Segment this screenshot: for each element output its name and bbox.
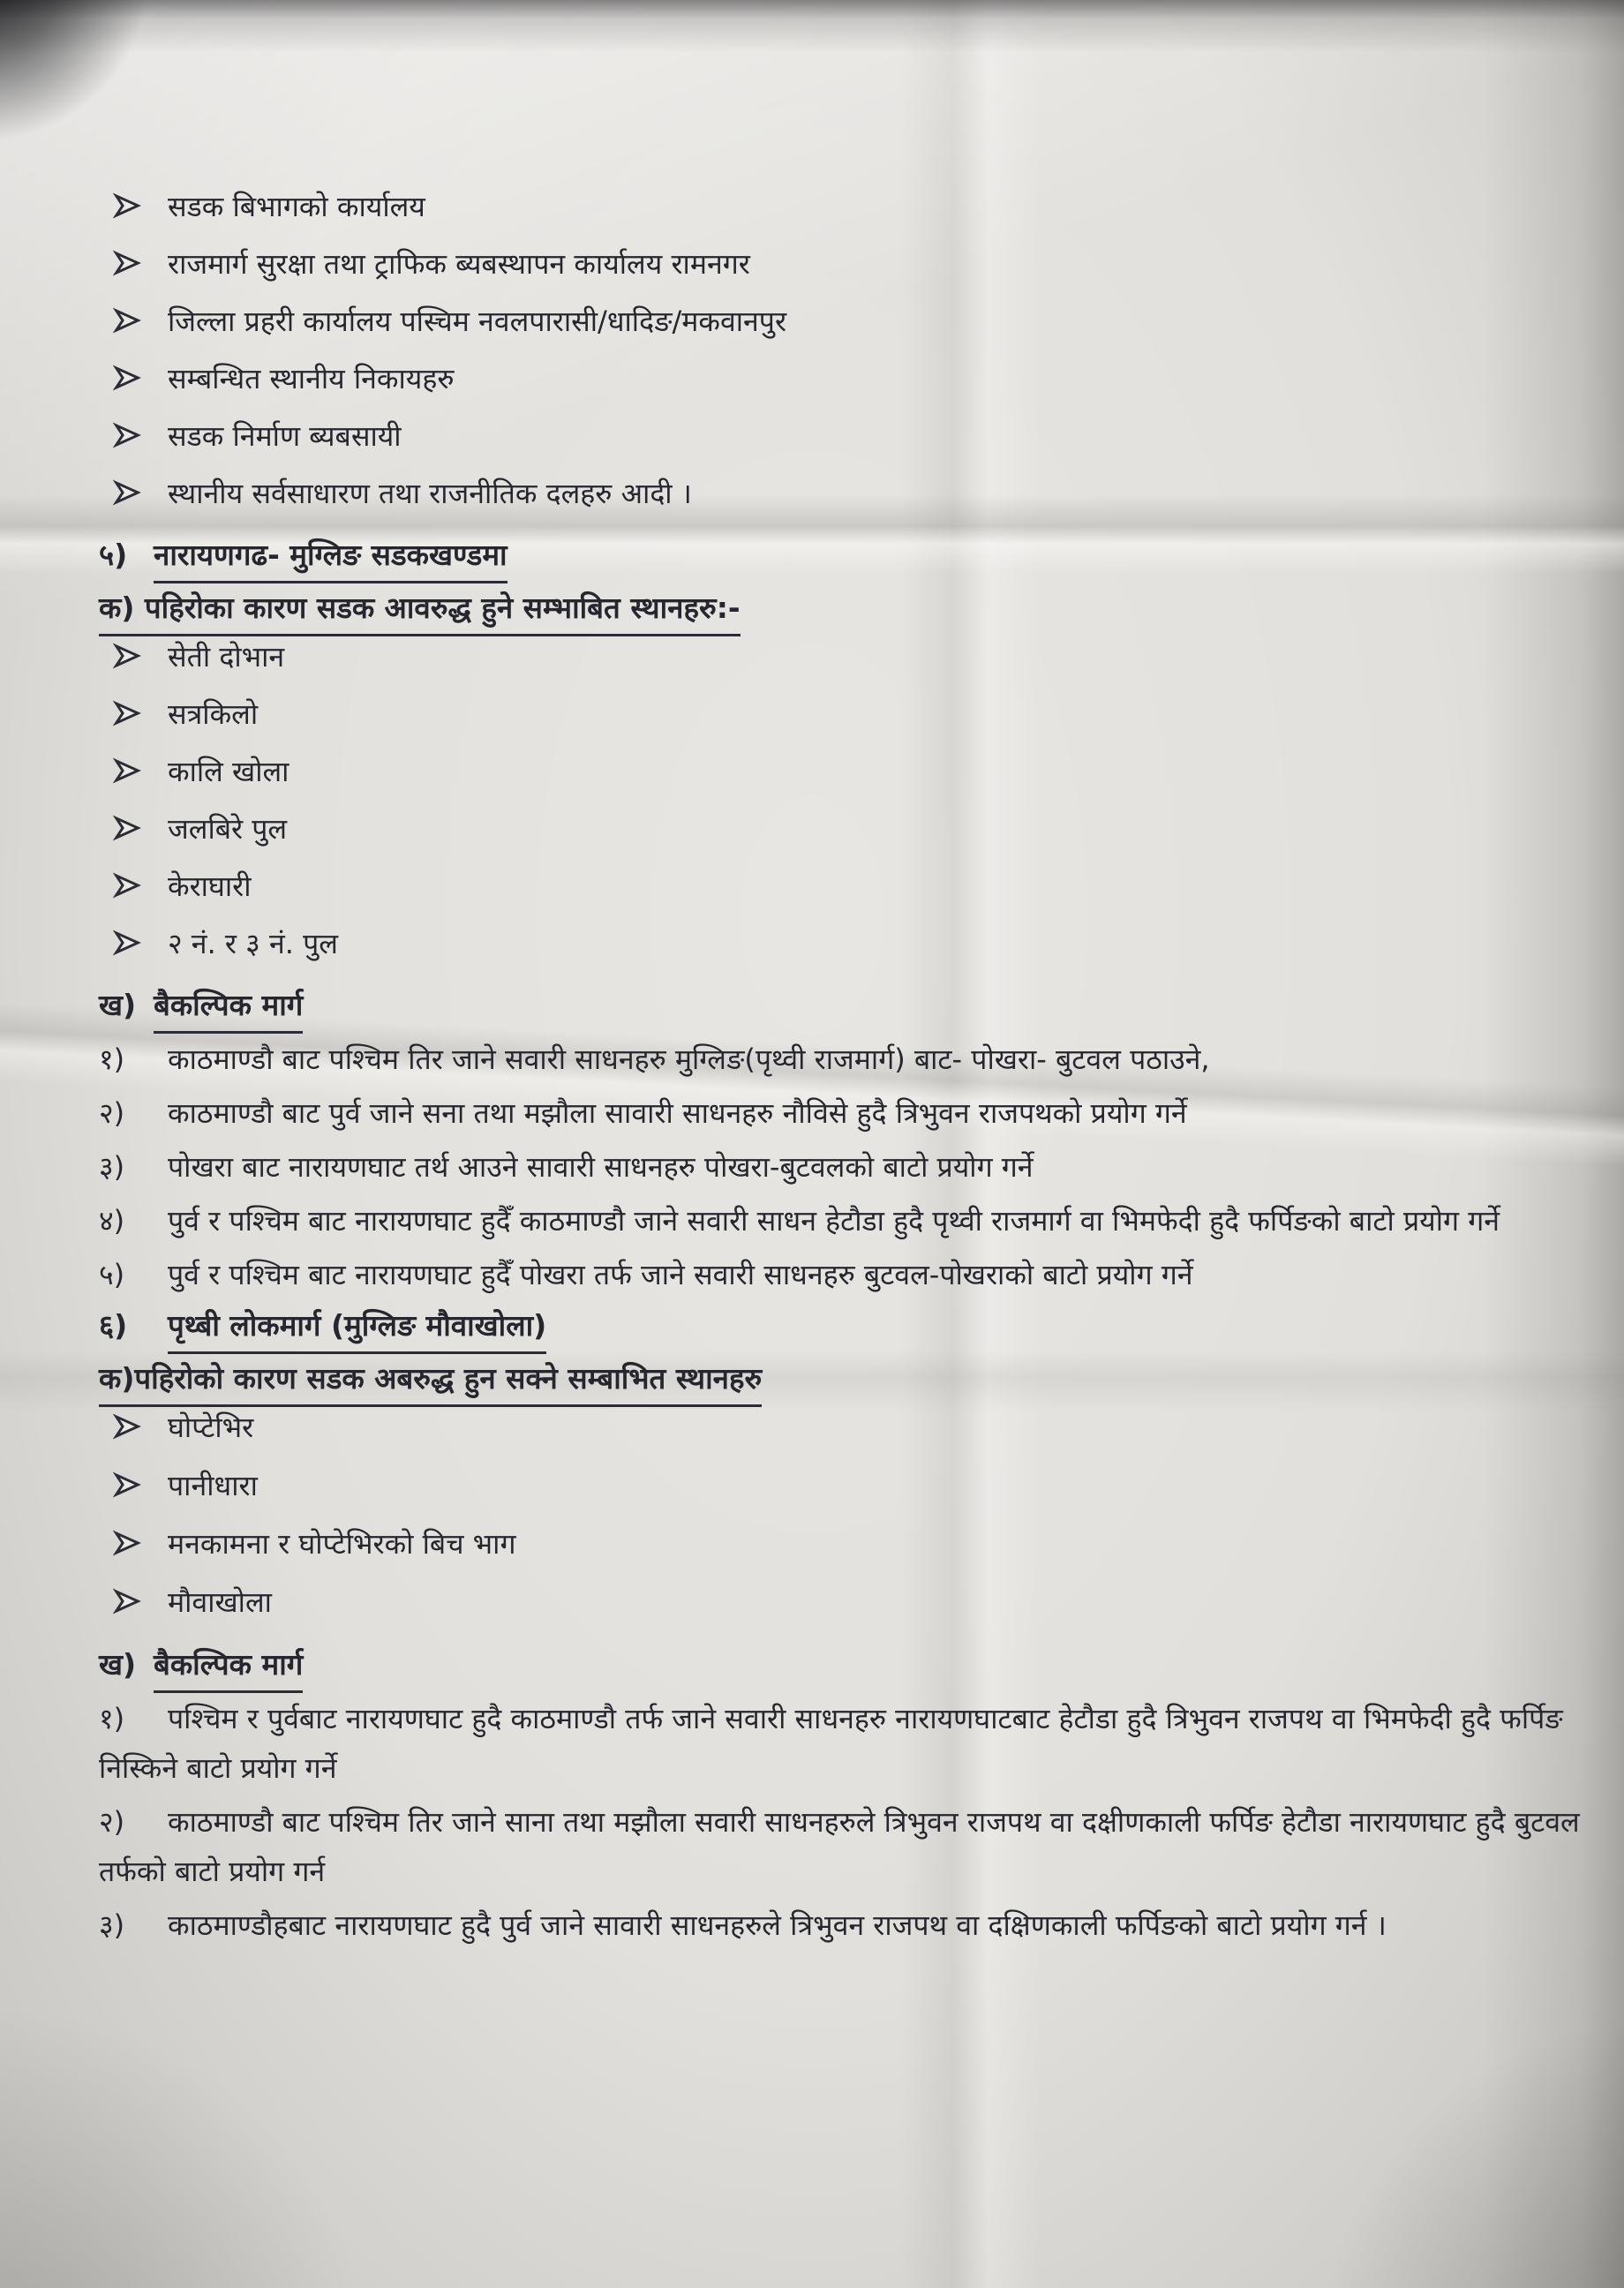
route-text: पुर्व र पश्चिम बाट नारायणघाट हुदैँ काठमाण्डौ जाने सवारी साधन हेटौडा हुदै पृथ्वी राजमार्ग वा भिमफेदी हुदै फर्पिङको बाटो प्रयोग गर्ने bbox=[168, 1204, 1500, 1238]
arrow-bullet-icon bbox=[113, 307, 141, 341]
arrow-bullet-icon bbox=[113, 422, 141, 455]
list-item-text: सत्रकिलो bbox=[168, 697, 259, 731]
section-6-location-list bbox=[99, 1408, 1592, 1641]
list-item bbox=[99, 245, 1592, 302]
arrow-bullet-icon bbox=[113, 700, 141, 734]
route-text: काठमाण्डौ बाट पश्चिम तिर जाने साना तथा मझौला सवारी साधनहरुले त्रिभुवन राजपथ वा दक्षीणकाली फर्पिङ हेटौडा नारायणघाट हुदै बुटवल तर्फको बाटो प्रयोग गर्न bbox=[99, 1805, 1580, 1888]
arrow-bullet-icon bbox=[113, 1471, 141, 1505]
list-item-text: सडक बिभागको कार्यालय bbox=[168, 190, 425, 223]
list-item bbox=[99, 752, 1592, 809]
section-5-alternate-routes-heading bbox=[99, 983, 1592, 1035]
list-item-text: सम्बन्धित स्थानीय निकायहरु bbox=[168, 362, 455, 395]
arrow-bullet-icon bbox=[113, 1530, 141, 1563]
arrow-bullet-icon bbox=[113, 479, 141, 513]
section-title: पृथ्बी लोकमार्ग (मुग्लिङ मौवाखोला) bbox=[168, 1304, 546, 1354]
route-item bbox=[99, 1088, 1592, 1138]
route-number: ५) bbox=[99, 1258, 125, 1291]
route-item bbox=[99, 1797, 1592, 1896]
list-item bbox=[99, 359, 1592, 417]
section-title: नारायणगढ- मुग्लिङ सडकखण्डमा bbox=[154, 533, 508, 583]
list-item bbox=[99, 187, 1592, 245]
section-5-heading bbox=[99, 533, 1592, 584]
section-number: ६) bbox=[99, 1308, 128, 1343]
list-item-text: पानीधारा bbox=[168, 1469, 258, 1502]
arrow-bullet-icon bbox=[113, 872, 141, 906]
list-item bbox=[99, 867, 1592, 924]
route-number: १) bbox=[99, 1702, 125, 1735]
list-item-text: जलबिरे पुल bbox=[168, 812, 288, 846]
route-text: पुर्व र पश्चिम बाट नारायणघाट हुदैँ पोखरा तर्फ जाने सवारी साधनहरु बुटवल-पोखराको बाटो प्रयोग गर्ने bbox=[168, 1258, 1193, 1291]
list-item bbox=[99, 417, 1592, 474]
list-item-text: सडक निर्माण ब्यबसायी bbox=[168, 419, 402, 453]
list-item-text: राजमार्ग सुरक्षा तथा ट्राफिक ब्यबस्थापन कार्यालय रामनगर bbox=[168, 247, 750, 281]
route-text: पोखरा बाट नारायणघाट तर्थ आउने सावारी साधनहरु पोखरा-बुटवलको बाटो प्रयोग गर्ने bbox=[168, 1150, 1034, 1184]
list-item bbox=[99, 302, 1592, 359]
section-6-alternate-routes-heading bbox=[99, 1643, 1592, 1694]
section-5-landslide-locations-heading bbox=[99, 586, 1592, 637]
route-number: ३) bbox=[99, 1150, 125, 1184]
section-6-heading bbox=[99, 1304, 1592, 1355]
list-item-text: कालि खोला bbox=[168, 755, 289, 788]
list-item bbox=[99, 474, 1592, 531]
list-item-text: घोप्टेभिर bbox=[168, 1411, 254, 1444]
route-number: ३) bbox=[99, 1908, 125, 1942]
list-item-text: मौवाखोला bbox=[168, 1585, 272, 1619]
list-item bbox=[99, 637, 1592, 695]
list-item-text: जिल्ला प्रहरी कार्यालय पस्चिम नवलपारासी/धादिङ/मकवानपुर bbox=[168, 305, 787, 338]
arrow-bullet-icon bbox=[113, 192, 141, 226]
route-item bbox=[99, 1196, 1592, 1246]
list-item bbox=[99, 1466, 1592, 1524]
list-item-text: केराघारी bbox=[168, 869, 252, 903]
list-item bbox=[99, 1408, 1592, 1466]
list-item-text: २ नं. र ३ नं. पुल bbox=[168, 927, 338, 960]
arrow-bullet-icon bbox=[113, 930, 141, 963]
subsection-title: क) पहिरोका कारण सडक आवरुद्ध हुने सम्भाबित स्थानहरु:- bbox=[99, 586, 741, 636]
list-item bbox=[99, 809, 1592, 867]
list-item bbox=[99, 924, 1592, 982]
list-item-text: सेती दोभान bbox=[168, 640, 285, 674]
section-number: ५) bbox=[99, 538, 128, 572]
section-6-landslide-locations-heading bbox=[99, 1357, 1592, 1408]
arrow-bullet-icon bbox=[113, 643, 141, 676]
arrow-bullet-icon bbox=[113, 365, 141, 398]
list-item-text: स्थानीय सर्वसाधारण तथा राजनीतिक दलहरु आदी । bbox=[168, 477, 692, 510]
arrow-bullet-icon bbox=[113, 1588, 141, 1622]
section-5-location-list bbox=[99, 637, 1592, 982]
route-item bbox=[99, 1694, 1592, 1793]
distribution-list bbox=[99, 187, 1592, 531]
subsection-number: ख) bbox=[99, 1647, 137, 1682]
list-item bbox=[99, 1583, 1592, 1641]
route-number: १) bbox=[99, 1042, 125, 1076]
route-number: ४) bbox=[99, 1204, 125, 1238]
section-6-route-list bbox=[99, 1694, 1592, 1950]
subsection-title: बैकल्पिक मार्ग bbox=[154, 983, 303, 1034]
route-item bbox=[99, 1142, 1592, 1192]
subsection-title: बैकल्पिक मार्ग bbox=[154, 1643, 303, 1693]
route-text: काठमाण्डौ बाट पुर्व जाने सना तथा मझौला सावारी साधनहरु नौविसे हुदै त्रिभुवन राजपथको प्रयोग गर्ने bbox=[168, 1096, 1187, 1130]
list-item bbox=[99, 695, 1592, 752]
route-item bbox=[99, 1035, 1592, 1084]
route-text: पश्चिम र पुर्वबाट नारायणघाट हुदै काठमाण्डौ तर्फ जाने सवारी साधनहरु नारायणघाटबाट हेटौडा हुदै त्रिभुवन राजपथ वा भिमफेदी हुदै फर्पिङ निस्किने बाटो प्रयोग गर्ने bbox=[99, 1702, 1563, 1785]
arrow-bullet-icon bbox=[113, 757, 141, 791]
arrow-bullet-icon bbox=[113, 1413, 141, 1447]
route-text: काठमाण्डौहबाट नारायणघाट हुदै पुर्व जाने सावारी साधनहरुले त्रिभुवन राजपथ वा दक्षिणकाली फर्पिङको बाटो प्रयोग गर्न । bbox=[168, 1908, 1387, 1942]
section-5-route-list bbox=[99, 1035, 1592, 1299]
list-item bbox=[99, 1524, 1592, 1583]
arrow-bullet-icon bbox=[113, 815, 141, 848]
route-number: २) bbox=[99, 1805, 125, 1839]
subsection-number: ख) bbox=[99, 988, 137, 1022]
subsection-title: क)पहिरोको कारण सडक अबरुद्ध हुन सक्ने सम्बाभित स्थानहरु bbox=[99, 1357, 762, 1407]
arrow-bullet-icon bbox=[113, 250, 141, 283]
route-text: काठमाण्डौ बाट पश्चिम तिर जाने सवारी साधनहरु मुग्लिङ(पृथ्वी राजमार्ग) बाट- पोखरा- बुटवल पठाउने, bbox=[168, 1042, 1210, 1076]
route-number: २) bbox=[99, 1096, 125, 1130]
route-item bbox=[99, 1250, 1592, 1299]
route-item bbox=[99, 1900, 1592, 1950]
list-item-text: मनकामना र घोप्टेभिरको बिच भाग bbox=[168, 1527, 516, 1561]
